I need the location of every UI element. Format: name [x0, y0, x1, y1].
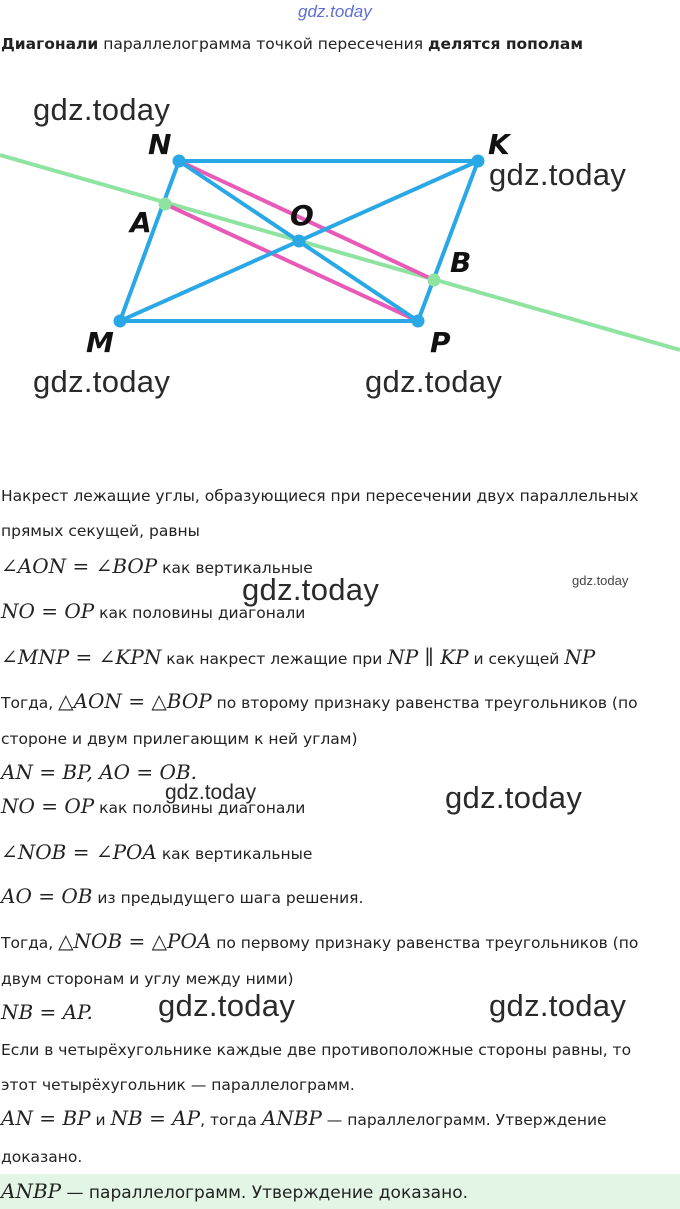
point-B: [428, 274, 441, 287]
math-NP: NP: [564, 645, 596, 669]
watermark-text-1: gdz.today: [242, 572, 380, 607]
math-triangle-AON-BOP: △AON = △BOP: [58, 689, 212, 713]
text-secant: и секущей: [468, 650, 565, 668]
text-line-2: прямых секущей, равны: [1, 522, 200, 540]
math-NP-parallel-KP: NP ∥ KP: [387, 645, 469, 669]
math-ANBP-final: ANBP: [1, 1179, 62, 1203]
watermark-text-5: gdz.today: [489, 988, 627, 1023]
math-AN-BP-2: AN = BP: [1, 1106, 91, 1130]
text-then-1: Тогда,: [1, 694, 59, 712]
text-line-18: доказано.: [1, 1148, 83, 1166]
text-half-diagonal: как половины диагонали: [94, 604, 306, 622]
point-N: [173, 155, 186, 168]
math-AN-BP-AO-OB: AN = BP, AO = OB.: [1, 760, 197, 784]
point-M: [114, 315, 127, 328]
math-triangle-NOB-POA: △NOB = △POA: [58, 929, 212, 953]
watermark-text-3: gdz.today: [445, 780, 583, 815]
math-NO-OP-2: NO = OP: [1, 794, 95, 818]
text-line-16: этот четырёхугольник — параллелограмм.: [1, 1076, 355, 1094]
statement-NB-AP: [1, 1000, 93, 1024]
text-first-criterion: по первому признаку равенства треугольников (по: [211, 934, 639, 952]
point-K: [472, 155, 485, 168]
statement-triangles-2: [1, 929, 638, 953]
text-line-1: Накрест лежащие углы, образующиеся при пересечении двух параллельных: [1, 487, 639, 505]
label-A: A: [130, 206, 152, 239]
watermark-figure-1: gdz.today: [33, 92, 171, 127]
label-P: P: [430, 326, 451, 359]
final-answer-text: — параллелограмм. Утверждение доказано.: [61, 1183, 469, 1203]
watermark-text-2: gdz.today: [165, 781, 257, 804]
text-second-criterion: по второму признаку равенства треугольников (по: [211, 694, 638, 712]
text-then-2: Тогда,: [1, 934, 59, 952]
math-NB-AP-2: NB = AP: [110, 1106, 201, 1130]
label-M: M: [86, 326, 114, 359]
math-NB-AP: NB = AP.: [1, 1000, 93, 1024]
statement-angles-vertical-2: [1, 840, 312, 864]
text-vertical-2: как вертикальные: [156, 845, 313, 863]
math-angle-NOB-POA: ∠NOB = ∠POA: [1, 840, 157, 864]
math-ANBP: ANBP: [261, 1106, 322, 1130]
text-line-15: Если в четырёхугольнике каждые две противоположные стороны равны, то: [1, 1041, 632, 1059]
watermark-text-4: gdz.today: [158, 988, 296, 1023]
statement-NO-OP: [1, 599, 305, 623]
point-A: [159, 198, 172, 211]
math-AO-OB: AO = OB: [1, 884, 93, 908]
math-NO-OP: NO = OP: [1, 599, 95, 623]
statement-AO-OB: [1, 884, 363, 908]
text-line-13: двум сторонам и углу между ними): [1, 970, 294, 988]
point-O: [293, 235, 306, 248]
watermark-figure-2: gdz.today: [489, 157, 627, 192]
label-N: N: [148, 128, 172, 161]
statement-alternate-angles: [1, 645, 595, 669]
text-parallelogram-statement: — параллелограмм. Утверждение: [321, 1111, 607, 1129]
text-then-3: , тогда: [200, 1111, 262, 1129]
heading-bold-diagonals: Диагонали: [1, 35, 99, 53]
label-K: K: [488, 128, 510, 161]
heading: [1, 35, 583, 53]
watermark-figure-3: gdz.today: [33, 364, 171, 399]
text-vertical: как вертикальные: [157, 559, 313, 577]
label-O: O: [290, 199, 314, 232]
point-P: [412, 315, 425, 328]
watermark-figure-4: gdz.today: [365, 364, 503, 399]
text-and: и: [90, 1111, 111, 1129]
text-alternate: как накрест лежащие при: [161, 650, 388, 668]
watermark-top: gdz.today: [298, 2, 372, 21]
heading-text: параллелограмма точкой пересечения: [98, 35, 428, 53]
math-angle-MNP-KPN: ∠MNP = ∠KPN: [1, 645, 162, 669]
heading-bold-halved: делятся пополам: [427, 35, 584, 53]
final-answer: [1, 1179, 468, 1203]
text-line-7: стороне и двум прилегающим к ней углам): [1, 730, 358, 748]
watermark-text-small: gdz.today: [572, 573, 629, 588]
label-B: B: [450, 246, 472, 279]
math-angle-AON-BOP: ∠AON = ∠BOP: [1, 554, 158, 578]
statement-NO-OP-2: [1, 794, 305, 818]
statement-conclusion: [1, 1106, 607, 1130]
text-half-diagonal-2: как половины диагонали: [94, 799, 306, 817]
text-previous-step: из предыдущего шага решения.: [92, 889, 364, 907]
statement-triangles-1: [1, 689, 638, 713]
